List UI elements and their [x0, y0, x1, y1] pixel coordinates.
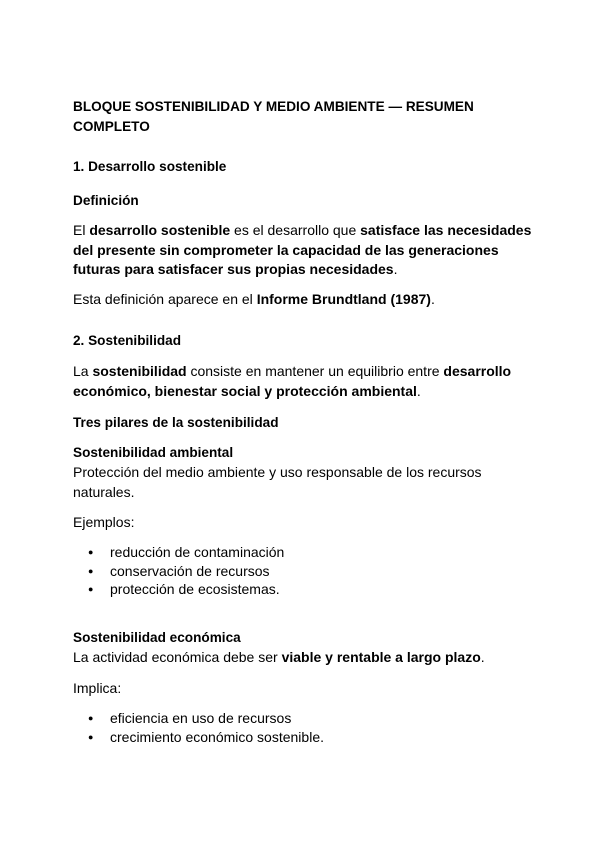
section-2-heading: 2. Sostenibilidad: [73, 333, 182, 348]
text-run: .: [430, 291, 435, 307]
environmental-heading: Sostenibilidad ambiental: [73, 445, 234, 460]
environmental-description: Protección del medio ambiente y uso responsable de los recursos naturales.: [73, 464, 482, 500]
definition-paragraph: [73, 221, 533, 280]
list-item: ● protección de ecosistemas.: [73, 580, 533, 599]
list-item: ● conservación de recursos: [73, 562, 533, 581]
economic-description: [73, 648, 533, 668]
list-item: ● reducción de contaminación: [73, 543, 533, 562]
text-run: La actividad económica debe ser: [73, 649, 282, 665]
economic-heading: Sostenibilidad económica: [73, 630, 241, 645]
examples-list: [73, 543, 533, 599]
text-run: consiste en mantener un equilibrio entre: [186, 363, 444, 379]
bold-run: satisface las necesidades del presente sin comprometer la capacidad de las generaciones futuras para satisfacer sus propias necesidades: [73, 222, 532, 277]
bold-run: desarrollo sostenible: [89, 222, 231, 238]
text-run: es el desarrollo que: [230, 222, 361, 238]
sustainability-intro-paragraph: [73, 362, 533, 401]
list-item: ● eficiencia en uso de recursos: [73, 709, 533, 728]
text-run: Esta definición aparece en el: [73, 291, 257, 307]
text-run: El: [73, 222, 90, 238]
bold-run: viable y rentable a largo plazo: [281, 649, 481, 665]
implies-label: Implica:: [73, 680, 122, 696]
text-run: .: [393, 261, 398, 277]
list-item: ● crecimiento económico sostenible.: [73, 728, 533, 747]
text-run: .: [416, 382, 421, 399]
section-1-heading: 1. Desarrollo sostenible: [73, 159, 227, 174]
bold-run: desarrollo económico, bienestar social y protección ambiental: [73, 363, 512, 399]
text-run: .: [480, 649, 485, 665]
document-title: BLOQUE SOSTENIBILIDAD Y MEDIO AMBIENTE — RESUMEN COMPLETO: [73, 99, 474, 134]
implies-list: [73, 709, 533, 746]
source-paragraph: [73, 290, 533, 310]
definition-subheading: Definición: [73, 193, 139, 208]
bold-run: sostenibilidad: [92, 363, 187, 379]
text-run: La: [73, 363, 93, 379]
examples-label: Ejemplos:: [73, 514, 135, 530]
bold-run: Informe Brundtland (1987): [256, 291, 431, 307]
pillars-heading: Tres pilares de la sostenibilidad: [73, 415, 279, 430]
